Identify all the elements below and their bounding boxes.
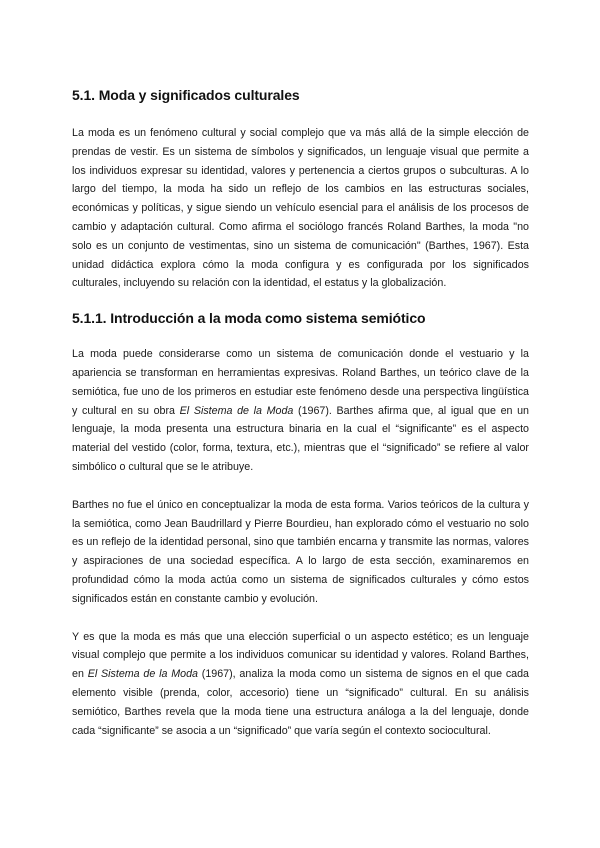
paragraph-3-text-b: (1967), analiza la moda como un sistema de signos en el que cada elemento visible (prenda, color, accesorio) tiene un “significado” cultural. En su análisis semiótico, Barthes revela que la moda tiene una estructura análoga a la del lenguaje, donde cada “significante” se asocia a un “significado” que varía según el contexto sociocultural. [72, 668, 530, 737]
paragraph-1-text-a: La moda puede considerarse como un sistema de comunicación donde el vestuario y la apariencia se transforman en herramientas expresivas. Roland Barthes, un teórico clave de la semiótica, fue uno de los primeros en estudiar este fenómeno desde una perspectiva lingüística y cultural en su obra [72, 348, 529, 417]
paragraph-2: Barthes no fue el único en conceptualizar la moda de esta forma. Varios teóricos de la cultura y la semiótica, como Jean Baudrillard y Pierre Bourdieu, han explorado cómo el vestuario no solo es un reflejo de la identidad personal, sino que también encarna y transmite las normas, valores y aspiraciones de una sociedad específica. A lo largo de esta sección, examinaremos en profundidad cómo la moda actúa como un sistema de significados culturales y cómo estos significados están en constante cambio y evolución. [72, 498, 529, 605]
paragraph-1 [72, 345, 529, 477]
intro-paragraph: La moda es un fenómeno cultural y social complejo que va más allá de la simple elección de prendas de vestir. Es un sistema de símbolos y significados, un lenguaje visual que permite a los individuos expresar su identidad, valores y pertenencia a ciertos grupos o subculturas. A lo largo del tiempo, la moda ha sido un reflejo de los cambios en las estructuras sociales, económicas y políticas, y sigue siendo un vehículo esencial para el análisis de los procesos de cambio y adaptación cultural. Como afirma el sociólogo francés Roland Barthes, la moda "no solo es un conjunto de vestimentas, sino un sistema de comunicación" (Barthes, 1967). Esta unidad didáctica explora cómo la moda configura y es configurada por los significados culturales, incluyendo su relación con la identidad, el estatus y la globalización. [72, 127, 529, 290]
book-title: El Sistema de la Moda [87, 668, 198, 681]
section-title: 5.1. Moda y significados culturales [72, 87, 300, 103]
subsection-title: 5.1.1. Introducción a la moda como sistema semiótico [72, 310, 426, 327]
book-title: El Sistema de la Moda [179, 404, 294, 417]
paragraph-3 [72, 628, 529, 741]
paragraph-3-text-a: Y es que la moda es más que una elección superficial o un aspecto estético; es un lenguaje visual complejo que permite a los individuos comunicar su identidad y valores. Roland Barthes, en [72, 630, 529, 681]
paragraph-1-text-b: (1967). Barthes afirma que, al igual que en un lenguaje, la moda presenta una estructura binaria en la cual el “significante” es el aspecto material del vestido (color, forma, textura, etc.), mientras que el “significado” se refiere al valor simbólico o cultural que se le atribuye. [72, 404, 530, 473]
